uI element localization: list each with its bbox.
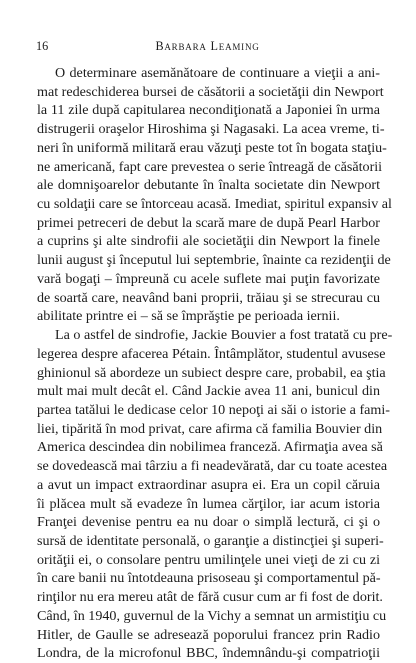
text-line: a avut un impact extraordinar asupra ei. Era un copil căruia — [37, 476, 380, 493]
running-title: Barbara Leaming — [155, 39, 260, 53]
text-line: rinţilor nu era mereu atât de fără cusur cum ar fi fost de dorit. — [37, 589, 383, 606]
page-number: 16 — [36, 39, 49, 53]
text-line: cu soldaţii care se întorceau acasă. Imediat, spiritul expansiv al — [37, 196, 392, 213]
text-line: La o astfel de sindrofie, Jackie Bouvier a fost tratată cu pre- — [55, 327, 393, 344]
text-line: primei petreceri de debut la scară mare de după Pearl Harbor — [37, 214, 380, 231]
text-line: distrugerii oraşelor Hiroshima şi Nagasaki. La acea vreme, ti- — [37, 121, 385, 138]
text-line: Franţei devenise pentru ea nu doar o simplă lectură, ci şi o — [37, 514, 380, 531]
body-text — [37, 64, 393, 663]
text-line: sursă de identitate personală, o garanţie a distincţiei şi superi- — [37, 532, 384, 549]
text-line: ghinionul să abordeze un subiect despre care, probabil, ea ştia — [37, 364, 386, 381]
text-line: se dovedească mai târziu a fi neadevărată, dar cu toate acestea — [37, 458, 388, 475]
text-line: O determinare asemănătoare de continuare a vieţii a ani- — [55, 65, 380, 81]
text-line: ale domnişoarelor debutante în înalta societate din Newport — [37, 177, 380, 194]
text-line: la 11 zile după capitularea necondiţionată a Japoniei în urma — [37, 102, 380, 119]
text-line: Londra, de la microfonul BBC, îndemnându-şi compatrioţii — [37, 645, 380, 662]
text-line: a cuprins şi alte sindrofii ale societăţii din Newport la finele — [37, 233, 380, 250]
text-line: Hitler, de Gaulle se adresează poporului francez prin Radio — [37, 626, 380, 643]
text-line: în care banii nu întotdeauna prisoseau şi comportamentul pă- — [37, 570, 381, 587]
text-line: America descindea din nobilimea franceză. Afirmaţia avea să — [37, 439, 383, 456]
text-line: ne americană, fapt care prevestea o serie întreagă de căsătorii — [37, 158, 383, 175]
text-line: orităţii ei, o consolare pentru umilinţele unei vieţi de zi cu zi — [37, 551, 380, 568]
text-line: mult mai mult decât el. Când Jackie avea 11 ani, bunicul din — [37, 383, 380, 400]
text-line: neri în uniformă militară erau văzuţi peste tot în bogata staţiu- — [37, 139, 387, 156]
text-line: de soartă care, neavând bani proprii, trăiau şi se strecurau cu — [37, 289, 380, 306]
text-line: Când, în 1940, guvernul de la Vichy a semnat un armistiţiu cu — [37, 607, 387, 624]
text-line: legerea despre afacerea Pétain. Întâmplător, studentul avusese — [37, 345, 386, 362]
text-line: abilitate printre ei – să se împrăştie pe perioada iernii. — [37, 308, 340, 325]
running-head — [36, 38, 379, 54]
text-line: partea tatălui le dedicase celor 10 nepoţi ai săi o istorie a fami- — [37, 401, 390, 418]
text-line: lunii august şi începutul lui septembrie, înainte ca rezidenţii de — [37, 252, 391, 269]
text-line: îi plăcea mult să evadeze în lumea cărţilor, iar acum istoria — [37, 495, 380, 512]
text-line: mat redeschiderea bursei de căsătorii a societăţii din Newport — [37, 83, 384, 100]
text-line: liei, tipărită în mod privat, care afirma că familia Bouvier din — [37, 420, 383, 437]
text-line: vară bogaţi – împreună cu acele suflete mai puţin favorizate — [37, 270, 380, 287]
